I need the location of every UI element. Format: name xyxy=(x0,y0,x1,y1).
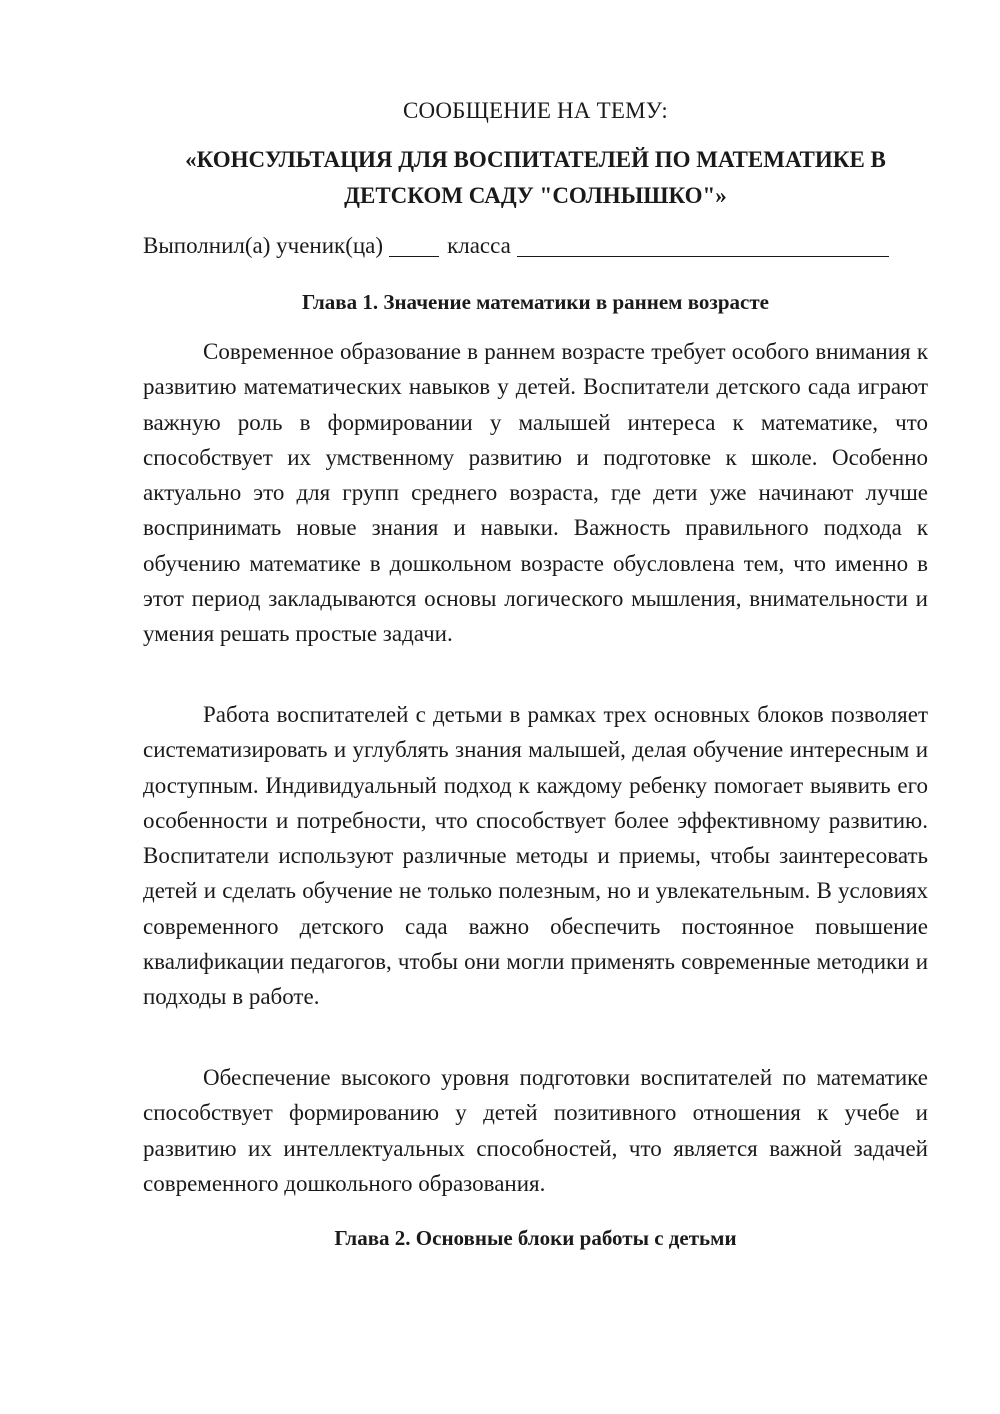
subject-line: СООБЩЕНИЕ НА ТЕМУ: xyxy=(403,98,668,123)
chapter-1-heading: Глава 1. Значение математики в раннем возрасте xyxy=(302,290,769,314)
grade-blank xyxy=(389,236,439,257)
paragraph-3: Обеспечение высокого уровня подготовки воспитателей по математике способствует формированию у детей позитивного отношения к учебе и развитию их интеллектуальных способностей, что является важной задачей современного дошкольного образования. xyxy=(143,1065,928,1196)
author-line xyxy=(143,231,928,261)
class-label: класса xyxy=(447,233,511,258)
chapter-2-heading: Глава 2. Основные блоки работы с детьми xyxy=(334,1226,737,1250)
author-label: Выполнил(а) ученик(ца) xyxy=(143,233,384,258)
name-blank xyxy=(517,236,889,257)
document-title: «КОНСУЛЬТАЦИЯ ДЛЯ ВОСПИТАТЕЛЕЙ ПО МАТЕМАТИКЕ В ДЕТСКОМ САДУ "СОЛНЫШКО"» xyxy=(185,147,886,208)
paragraph-1: Современное образование в раннем возрасте требует особого внимания к развитию математических навыков у детей. Воспитатели детского сада играют важную роль в формировании у малышей интереса к математике, что способствует их умственному развитию и подготовке к школе. Особенно актуально это для групп среднего возраста, где дети уже начинают лучше воспринимать новые знания и навыки. Важность правильного подхода к обучению математике в дошкольном возрасте обусловлена тем, что именно в этот период закладываются основы логического мышления, внимательности и умения решать простые задачи. xyxy=(143,339,928,647)
paragraph-2: Работа воспитателей с детьми в рамках трех основных блоков позволяет систематизировать и углублять знания малышей, делая обучение интересным и доступным. Индивидуальный подход к каждому ребенку помогает выявить его особенности и потребности, что способствует более эффективному развитию. Воспитатели используют различные методы и приемы, чтобы заинтересовать детей и сделать обучение не только полезным, но и увлекательным. В условиях современного детского сада важно обеспечить постоянное повышение квалификации педагогов, чтобы они могли применять современные методики и подходы в работе. xyxy=(143,702,928,1010)
